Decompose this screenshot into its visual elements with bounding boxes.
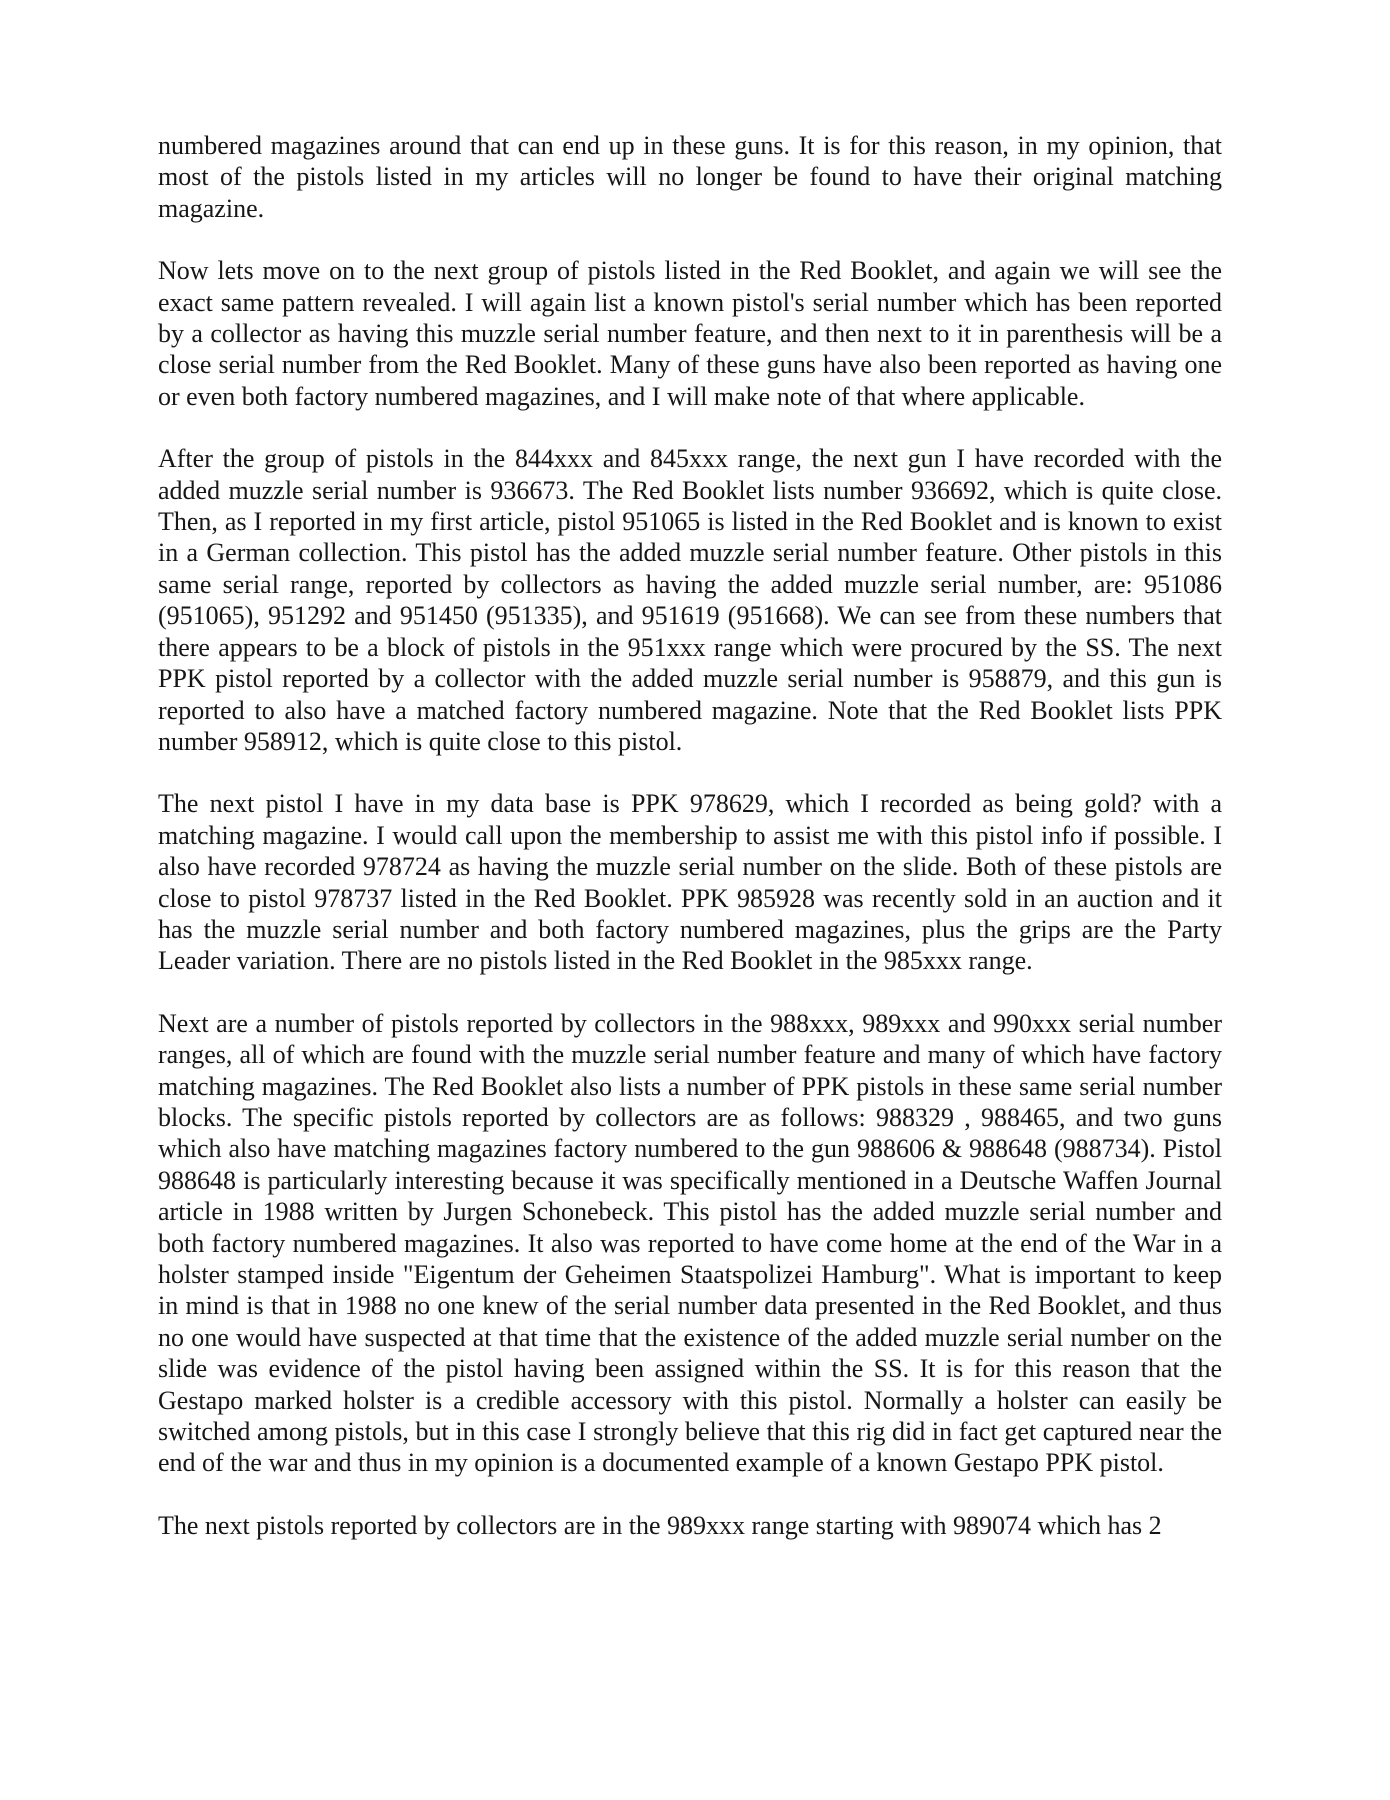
paragraph-4: The next pistol I have in my data base is PPK 978629, which I recorded as being gold? with a matching magazine. I would call upon the membership to assist me with this pistol info if possible. I also have recorded 978724 as having the muzzle serial number on the slide. Both of these pistols are close to pistol 978737 listed in the Red Booklet. PPK 985928 was recently sold in an auction and it has the muzzle serial number and both factory numbered magazines, plus the grips are the Party Leader variation. There are no pistols listed in the Red Booklet in the 985xxx range. (158, 789, 1222, 976)
document-page (158, 130, 1222, 1541)
paragraph-3: After the group of pistols in the 844xxx and 845xxx range, the next gun I have recorded with the added muzzle serial number is 936673. The Red Booklet lists number 936692, which is quite close. Then, as I reported in my first article, pistol 951065 is listed in the Red Booklet and is known to exist in a German collection. This pistol has the added muzzle serial number feature. Other pistols in this same serial range, reported by collectors as having the added muzzle serial number, are: 951086 (951065), 951292 and 951450 (951335), and 951619 (951668). We can see from these numbers that there appears to be a block of pistols in the 951xxx range which were procured by the SS. The next PPK pistol reported by a collector with the added muzzle serial number is 958879, and this gun is reported to also have a matched factory numbered magazine. Note that the Red Booklet lists PPK number 958912, which is quite close to this pistol. (158, 444, 1222, 756)
paragraph-6: The next pistols reported by collectors are in the 989xxx range starting with 989074 which has 2 (158, 1510, 1162, 1540)
paragraph-1: numbered magazines around that can end up in these guns. It is for this reason, in my opinion, that most of the pistols listed in my articles will no longer be found to have their original matching magazine. (158, 131, 1222, 223)
paragraph-5: Next are a number of pistols reported by collectors in the 988xxx, 989xxx and 990xxx serial number ranges, all of which are found with the muzzle serial number feature and many of which have factory matching magazines. The Red Booklet also lists a number of PPK pistols in these same serial number blocks. The specific pistols reported by collectors are as follows: 988329 , 988465, and two guns which also have matching magazines factory numbered to the gun 988606 & 988648 (988734). Pistol 988648 is particularly interesting because it was specifically mentioned in a Deutsche Waffen Journal article in 1988 written by Jurgen Schonebeck. This pistol has the added muzzle serial number and both factory numbered magazines. It also was reported to have come home at the end of the War in a holster stamped inside "Eigentum der Geheimen Staatspolizei Hamburg". What is important to keep in mind is that in 1988 no one knew of the serial number data presented in the Red Booklet, and thus no one would have suspected at that time that the existence of the added muzzle serial number on the slide was evidence of the pistol having been assigned within the SS. It is for this reason that the Gestapo marked holster is a credible accessory with this pistol. Normally a holster can easily be switched among pistols, but in this case I strongly believe that this rig did in fact get captured near the end of the war and thus in my opinion is a documented example of a known Gestapo PPK pistol. (158, 1008, 1222, 1478)
paragraph-2: Now lets move on to the next group of pistols listed in the Red Booklet, and again we will see the exact same pattern revealed. I will again list a known pistol's serial number which has been reported by a collector as having this muzzle serial number feature, and then next to it in parenthesis will be a close serial number from the Red Booklet. Many of these guns have also been reported as having one or even both factory numbered magazines, and I will make note of that where applicable. (158, 256, 1222, 411)
